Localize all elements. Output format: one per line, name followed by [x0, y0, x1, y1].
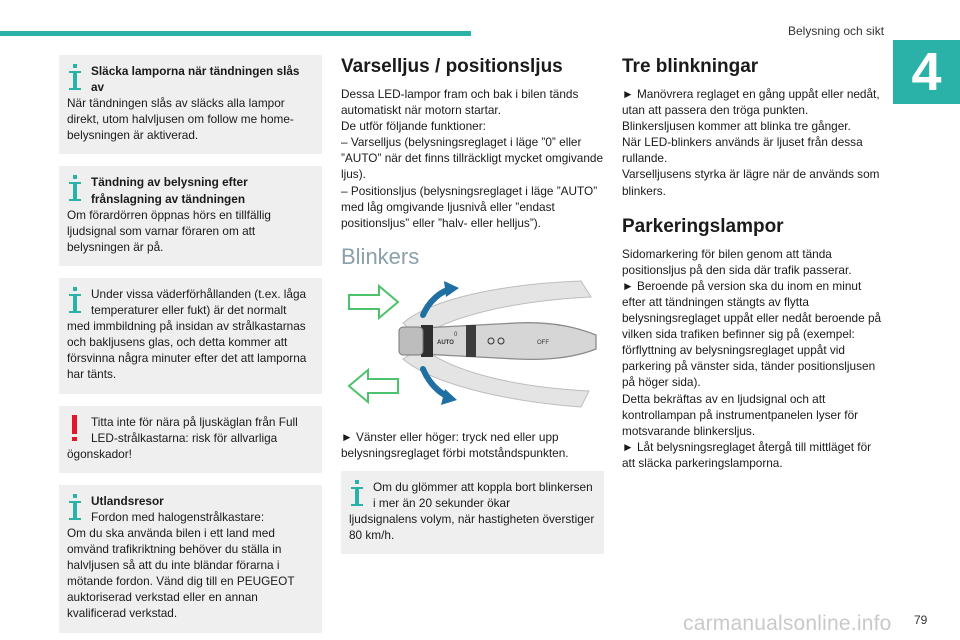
note-lead: Om du glömmer att koppla bort blinkersen i mer än 20 sekunder ökar [373, 480, 593, 511]
paragraph: Detta bekräftas av en ljudsignal och att kontrollampan på instrumentpanelen lyser för motsvarande blinkersljus. [622, 391, 859, 438]
header-accent-bar [0, 31, 471, 36]
note-body: Om du ska använda bilen i ett land med omvänd trafikriktning behöver du ställa in halvljusen så att du inte bländar förarna i mötande fordon. Vänd dig till en PEUGEOT auktoriserad verkstad eller en annan kvalificerad verkstad. [67, 525, 295, 621]
left-column [59, 55, 322, 640]
info-icon [68, 175, 82, 201]
warning-icon [68, 415, 82, 441]
stalk-ring [466, 325, 476, 357]
paragraph: Varselljusens styrka är lägre när de används som blinkers. [622, 167, 880, 198]
paragraph: – Positionsljus (belysningsreglaget i läge ”AUTO” med låg omgivande ljusnivå eller ”endast positionsljus” eller ”halv- eller helljus”). [341, 183, 598, 230]
heading-blinkers: Blinkers [341, 243, 420, 269]
heading-three-blinks: Tre blinkningar [622, 56, 759, 77]
note-lead: Fordon med halogenstrålkastare: [91, 509, 265, 524]
blinkers-instruction [341, 429, 604, 461]
info-note-travel-abroad [59, 485, 322, 633]
page-number: 79 [914, 613, 928, 627]
paragraph: Blinkersljusen kommer att blinka tre gånger. [622, 119, 851, 134]
warning-note-led [59, 406, 322, 473]
info-icon [68, 494, 82, 520]
paragraph: ► Låt belysningsreglaget återgå till mittläget för att släcka parkeringslamporna. [622, 439, 872, 470]
stalk-label-auto: AUTO [437, 339, 454, 346]
paragraph: ► Vänster eller höger: tryck ned eller upp belysningsreglaget förbi motståndspunkten. [341, 429, 569, 460]
stalk-label-off: OFF [537, 339, 549, 346]
heading-daylights: Varselljus / positionsljus [341, 56, 563, 77]
watermark: carmanualsonline.info [683, 612, 892, 635]
info-note-lights-off [59, 55, 322, 154]
paragraph: De utför följande funktioner: [341, 119, 486, 134]
heading-parking-lights: Parkeringslampor [622, 215, 784, 237]
note-body: När tändningen slås av släcks alla lampor direkt, utom halvljusen om follow me home-belysningen är aktiverad. [67, 96, 294, 143]
note-lead: Under vissa väderförhållanden (t.ex. låga temperaturer eller fukt) är det normalt [91, 286, 307, 318]
info-icon [68, 287, 82, 313]
note-heading: Tändning av belysning efter frånslagning av tändningen [91, 175, 248, 206]
info-icon [68, 64, 82, 90]
note-body: ögonskador! [67, 446, 132, 461]
note-heading: Släcka lamporna när tändningen slås av [91, 64, 300, 95]
note-body: med immbildning på insidan av strålkastarnas och bakljusens glas, och detta kommer att försvinna några minuter efter det att lamporna har tänts. [67, 319, 307, 382]
stalk-illustration [341, 279, 604, 419]
right-column [622, 55, 885, 471]
paragraph: ► Manövrera reglaget en gång uppåt eller nedåt, utan att passera den tröga punkten. [622, 87, 880, 118]
note-lead: Titta inte för nära på ljuskäglan från Full LED-strålkastarna: risk för allvarliga [91, 414, 298, 445]
paragraph: Sidomarkering för bilen genom att tända positionsljus på den sida där trafik passerar. [622, 246, 852, 277]
stalk-label-zero: 0 [454, 331, 458, 338]
info-icon [350, 480, 364, 506]
parking-text [622, 246, 885, 471]
info-note-condensation [59, 278, 322, 394]
stalk-diagram [341, 279, 604, 419]
right-arrow-icon [349, 286, 398, 318]
paragraph: ► Beroende på version ska du inom en minut efter att tändningen stängts av flytta belysningsreglaget uppåt eller nedåt beroende på vilken sida trafiken befinner sig på (exempel: förflyttning av belysningsreglaget uppåt vid parkering på vänster sida, tänder positionsljusen på höger sida). [622, 278, 882, 390]
paragraph: – Varselljus (belysningsreglaget i läge ”0” eller ”AUTO” när det finns tillräckligt mycket omgivande ljus). [341, 135, 604, 182]
note-body: ljudsignalens volym, när hastigheten överstiger 80 km/h. [349, 512, 595, 543]
three-blinks-text [622, 86, 885, 199]
info-note-door-chime [59, 166, 322, 265]
up-arrow-head-icon [444, 281, 459, 297]
daylights-text [341, 86, 604, 231]
section-title: Belysning och sikt [788, 24, 885, 38]
paragraph: Dessa LED-lampor fram och bak i bilen tänds automatiskt när motorn startar. [341, 87, 579, 118]
info-note-blinker-reminder [341, 471, 604, 554]
chapter-tab: 4 [893, 40, 960, 104]
stalk-end [399, 327, 423, 355]
left-arrow-icon [349, 370, 398, 402]
middle-column [341, 55, 604, 566]
note-body: Om förardörren öppnas hörs en tillfällig ljudsignal som varnar föraren om att belysningen är på. [67, 207, 271, 254]
note-heading: Utlandsresor [91, 493, 164, 508]
paragraph: När LED-blinkers används är ljuset från dessa rullande. [622, 135, 863, 166]
